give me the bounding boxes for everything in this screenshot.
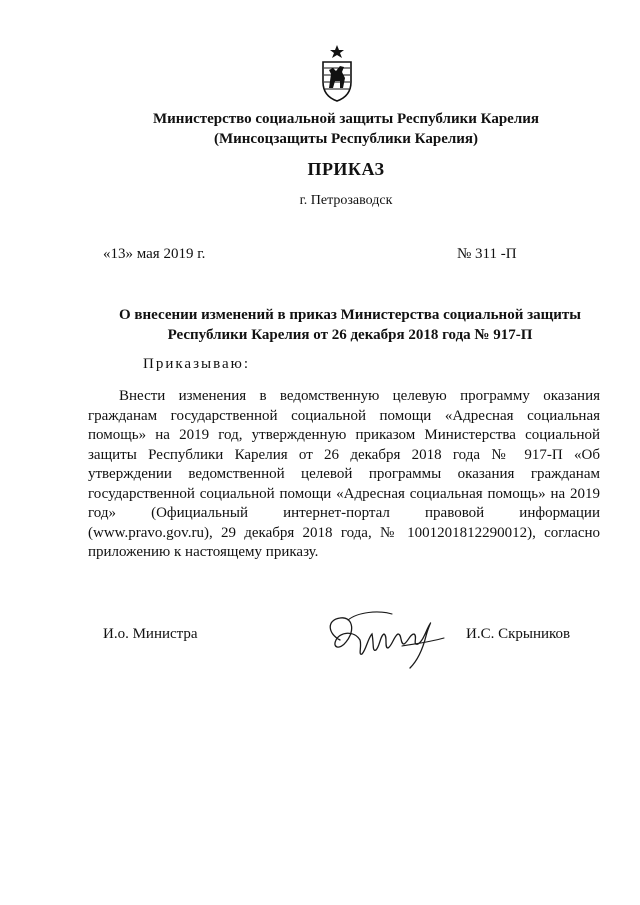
signer-title: И.о. Министра — [103, 626, 198, 642]
organization-short-name: (Минсоцзащиты Республики Карелия) — [213, 131, 479, 147]
body-line: (www.pravo.gov.ru), 29 декабря 2018 года, № 1001201812290012), согласно — [88, 524, 600, 541]
city: г. Петрозаводск — [299, 193, 393, 208]
document-number: № 311 -П — [457, 246, 517, 262]
body-paragraph — [88, 387, 600, 563]
body-line: Внести изменения в ведомственную целевую программу оказания — [119, 388, 600, 404]
body-line: государственной социальной помощи «Адресная социальная помощь» на 2019 — [88, 485, 600, 502]
signer-name: И.С. Скрыников — [466, 626, 571, 642]
signature-icon — [318, 600, 448, 672]
body-line: помощь» на 2019 год, утвержденную приказом Министерства социальной — [88, 427, 600, 443]
body-line: защиты Республики Карелия от 26 декабря 2018 года № 917-П «Об — [88, 446, 600, 463]
body-line: приложению к настоящему приказу. — [88, 544, 319, 560]
coat-of-arms-icon — [320, 44, 354, 102]
document-date: «13» мая 2019 г. — [103, 246, 206, 262]
document-type: ПРИКАЗ — [307, 159, 385, 179]
subject-line: Республики Карелия от 26 декабря 2018 года № 917-П — [167, 327, 533, 343]
order-word: Приказываю: — [143, 356, 250, 372]
organization-name: Министерство социальной защиты Республики Карелия — [153, 111, 539, 127]
subject-line: О внесении изменений в приказ Министерства социальной защиты — [118, 307, 582, 323]
body-line: год» (Официальный интернет-портал правовой информации — [88, 505, 600, 521]
body-line: утверждении ведомственной целевой программы оказания гражданам — [88, 466, 600, 482]
body-line: гражданам государственной социальной помощи «Адресная социальная — [88, 407, 600, 424]
